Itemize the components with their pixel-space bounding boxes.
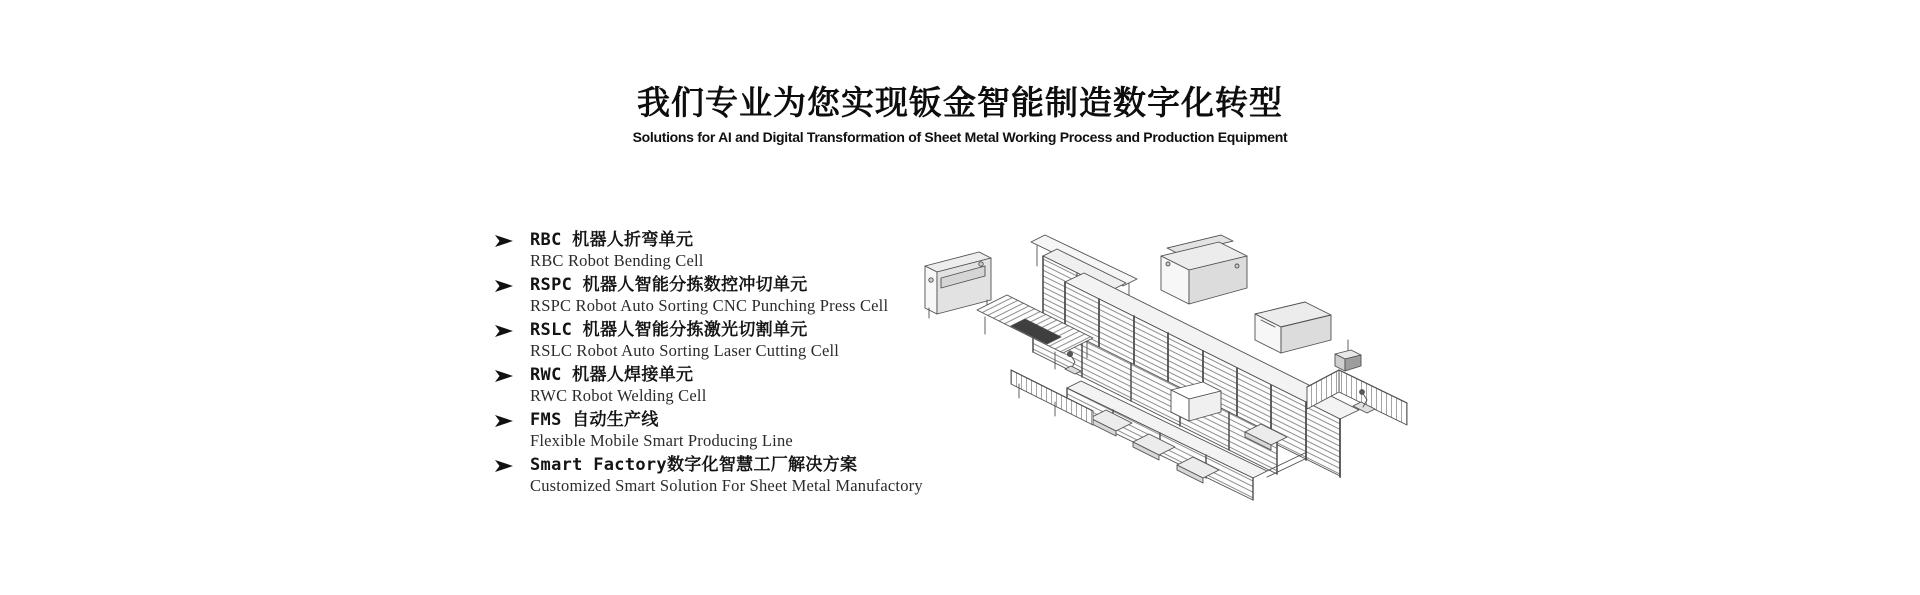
product-item xyxy=(495,229,965,270)
product-item xyxy=(495,409,965,450)
product-item xyxy=(495,454,965,495)
product-item xyxy=(495,364,965,405)
product-label-zh: RSLC 机器人智能分拣激光切割单元 xyxy=(530,320,808,340)
product-item xyxy=(495,319,965,360)
product-label-en: RSLC Robot Auto Sorting Laser Cutting Cell xyxy=(530,341,840,360)
hero-subtitle: Solutions for AI and Digital Transformation of Sheet Metal Working Process and Production Equipment xyxy=(632,129,1288,145)
product-list xyxy=(495,229,965,499)
arrowhead-right-icon xyxy=(495,279,513,291)
product-label-en: RSPC Robot Auto Sorting CNC Punching Press Cell xyxy=(530,296,889,315)
arrowhead-right-icon xyxy=(495,414,513,426)
product-item xyxy=(495,274,965,315)
arrowhead-right-icon xyxy=(495,324,513,336)
product-label-en: Flexible Mobile Smart Producing Line xyxy=(530,431,793,450)
page-title: 我们专业为您实现钣金智能制造数字化转型 xyxy=(637,84,1283,121)
arrowhead-right-icon xyxy=(495,459,513,471)
product-label-zh: Smart Factory数字化智慧工厂解决方案 xyxy=(530,455,858,475)
product-label-en: Customized Smart Solution For Sheet Metal Manufactory xyxy=(530,476,923,495)
product-label-en: RWC Robot Welding Cell xyxy=(530,386,707,405)
production-line-illustration xyxy=(915,222,1415,512)
product-label-zh: RSPC 机器人智能分拣数控冲切单元 xyxy=(530,275,808,295)
product-label-zh: RBC 机器人折弯单元 xyxy=(530,230,694,250)
product-label-zh: FMS 自动生产线 xyxy=(530,410,659,430)
product-label-zh: RWC 机器人焊接单元 xyxy=(530,365,694,385)
arrowhead-right-icon xyxy=(495,369,513,381)
arrowhead-right-icon xyxy=(495,234,513,246)
product-label-en: RBC Robot Bending Cell xyxy=(530,251,704,270)
